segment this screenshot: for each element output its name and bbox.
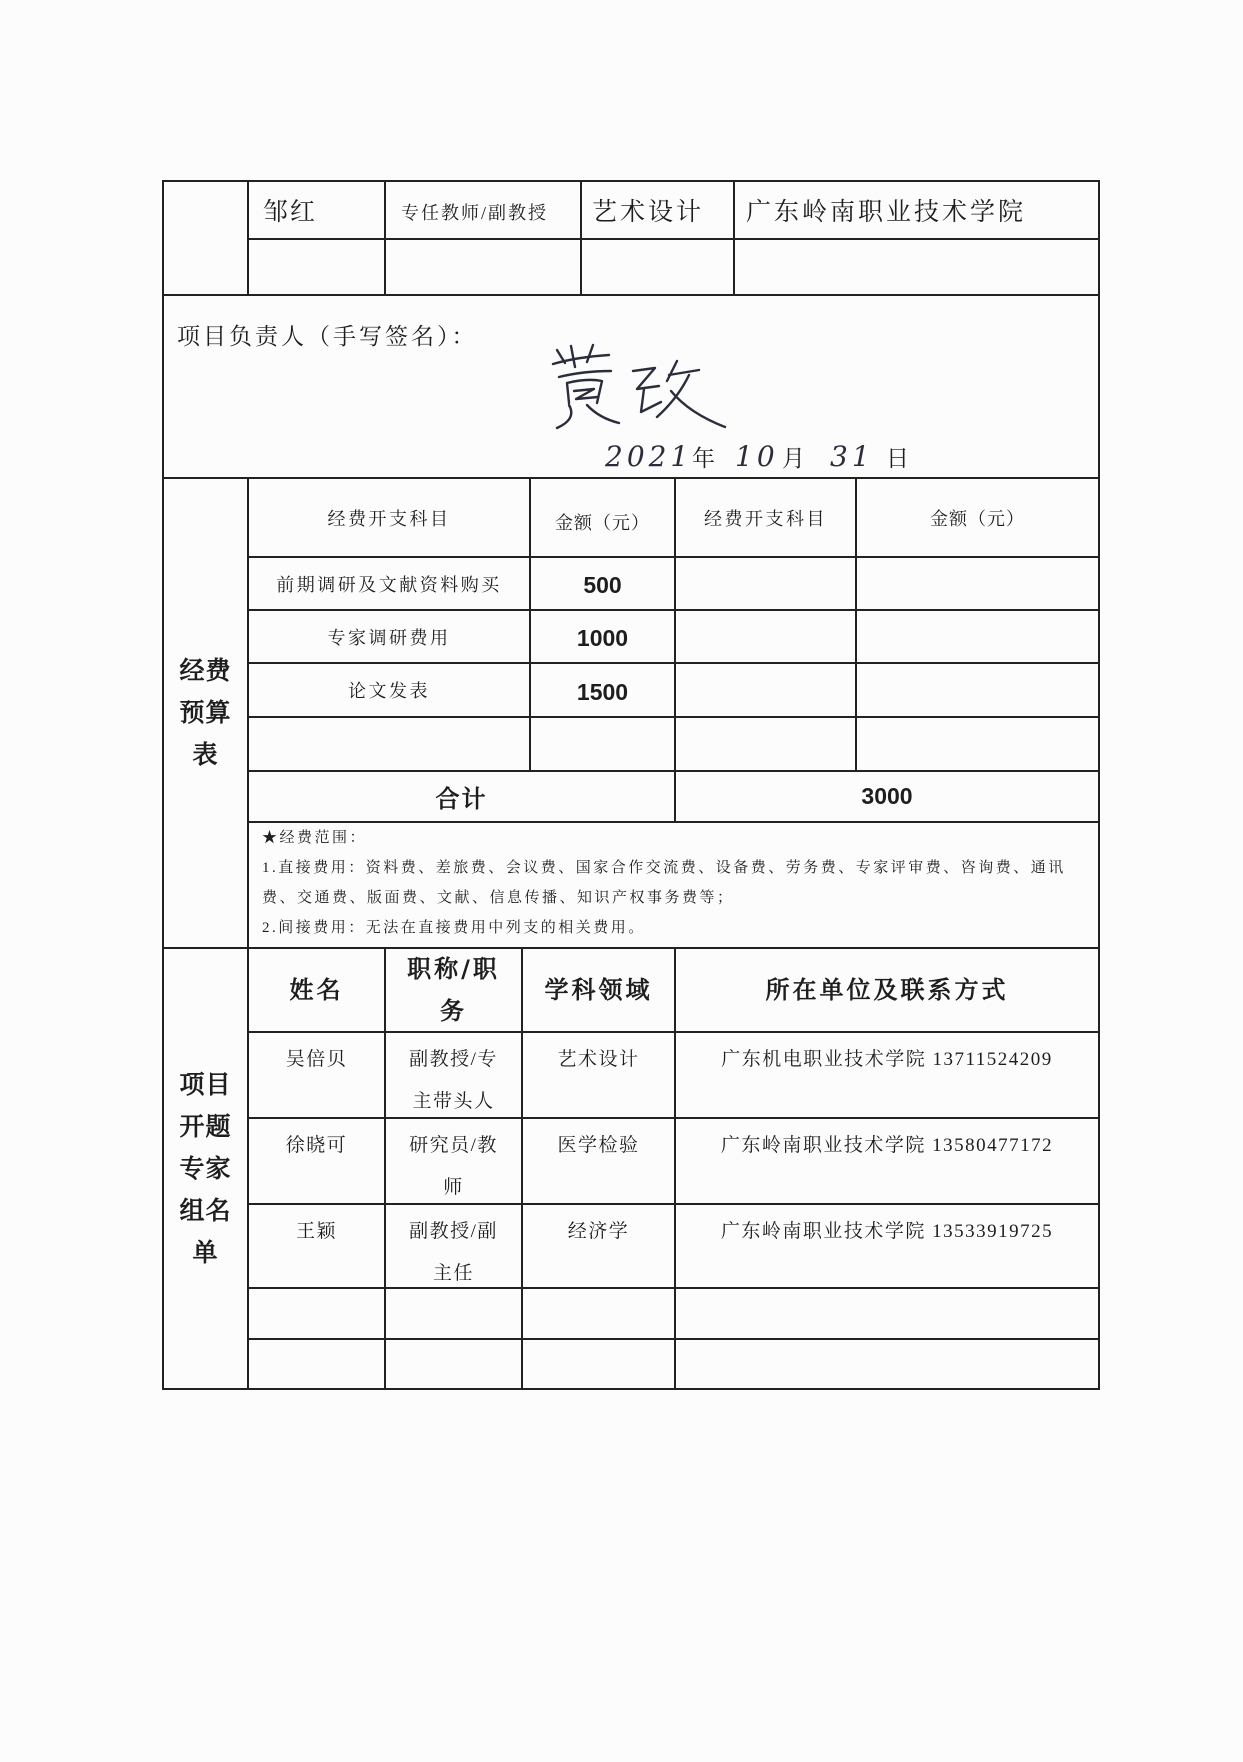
- section-label-line: 开题: [179, 1111, 232, 1141]
- expert-title-line: 副教授/专: [409, 1049, 498, 1070]
- column-header: 姓名: [289, 976, 344, 1004]
- budget-item: 专家调研费用: [327, 627, 451, 648]
- budget-amount: 1500: [576, 678, 629, 705]
- expert-field-cell: [523, 1033, 676, 1119]
- section-label-line: 单: [192, 1237, 219, 1267]
- expert-name-cell: [249, 1119, 386, 1205]
- section-label-line: 预算: [179, 698, 232, 727]
- expert-name: 徐晓可: [285, 1135, 348, 1156]
- notes-line: ★经费范围：: [262, 830, 368, 846]
- expert-title-line: 研究员/教: [409, 1135, 498, 1156]
- empty-cell: [735, 240, 1100, 296]
- expert-field-cell: [523, 1119, 676, 1205]
- expert-title-line: 师: [443, 1177, 464, 1198]
- leader-name: 邹红: [263, 199, 318, 226]
- budget-header-amount: [531, 479, 676, 558]
- total-label: 合计: [435, 785, 488, 813]
- budget-total-cell: [676, 772, 1100, 823]
- expert-unit-cell: [676, 1205, 1100, 1289]
- budget-header-item: [676, 479, 857, 558]
- date-month-unit: 月: [782, 446, 805, 471]
- expert-title-line: 副教授/副: [409, 1221, 498, 1242]
- section-label-line: 专家: [179, 1153, 232, 1183]
- empty-cell: [249, 240, 386, 296]
- notes-line: 2.间接费用：无法在直接费用中列支的相关费用。: [262, 920, 646, 936]
- empty-cell: [249, 1289, 386, 1340]
- empty-cell: [523, 1289, 676, 1340]
- column-header: 经费开支科目: [327, 508, 451, 529]
- budget-section-label: [164, 479, 249, 949]
- budget-header-amount: [857, 479, 1100, 558]
- column-header-line: 职称/职: [407, 955, 500, 983]
- empty-cell: [857, 558, 1100, 611]
- empty-cell: [249, 1340, 386, 1390]
- experts-header-field: [523, 949, 676, 1033]
- expert-field: 经济学: [567, 1221, 630, 1242]
- empty-cell: [249, 718, 531, 772]
- experts-header-unit: [676, 949, 1100, 1033]
- column-header: 金额（元）: [930, 508, 1025, 529]
- total-amount: 3000: [861, 783, 913, 809]
- column-header: 金额（元）: [555, 512, 650, 533]
- expert-name-cell: [249, 1033, 386, 1119]
- leader-title: 专任教师/副教授: [401, 203, 549, 223]
- leader-name-cell: [249, 182, 386, 240]
- date-year-unit: 年: [692, 446, 715, 471]
- empty-cell: [857, 664, 1100, 718]
- empty-cell: [676, 611, 857, 664]
- expert-unit-contact: 广东机电职业技术学院 13711524209: [721, 1049, 1053, 1070]
- empty-cell: [676, 718, 857, 772]
- budget-item-cell: [249, 611, 531, 664]
- empty-cell: [523, 1340, 676, 1390]
- expert-name: 吴倍贝: [285, 1049, 348, 1070]
- budget-amount-cell: [531, 558, 676, 611]
- leader-unit-cell: [735, 182, 1100, 240]
- expert-field: 艺术设计: [557, 1049, 640, 1070]
- expert-title-line: 主带头人: [412, 1091, 495, 1112]
- expert-title-cell: [386, 1205, 523, 1289]
- application-form-table: [162, 180, 1100, 1390]
- column-header: 所在单位及联系方式: [765, 976, 1009, 1004]
- leader-field: 艺术设计: [592, 199, 705, 226]
- leader-field-cell: [582, 182, 735, 240]
- column-header: 经费开支科目: [704, 508, 827, 529]
- expert-title-line: 主任: [432, 1263, 474, 1284]
- empty-cell: [676, 1340, 1100, 1390]
- empty-cell: [531, 718, 676, 772]
- budget-amount-cell: [531, 664, 676, 718]
- budget-item-cell: [249, 558, 531, 611]
- budget-scope-notes: [249, 823, 1100, 949]
- expert-title-cell: [386, 1119, 523, 1205]
- empty-cell: [857, 611, 1100, 664]
- budget-amount-cell: [531, 611, 676, 664]
- experts-section-label: [164, 949, 249, 1390]
- budget-amount: 1000: [576, 625, 629, 651]
- budget-amount: 500: [583, 572, 622, 598]
- empty-cell: [386, 240, 582, 296]
- section-label-line: 表: [192, 740, 219, 769]
- section-label-line: 经费: [179, 656, 232, 685]
- leader-unit: 广东岭南职业技术学院: [746, 199, 1027, 226]
- expert-field: 医学检验: [557, 1135, 640, 1156]
- expert-field-cell: [523, 1205, 676, 1289]
- empty-cell: [676, 558, 857, 611]
- budget-header-item: [249, 479, 531, 558]
- section-label-line: 组名: [179, 1195, 232, 1225]
- empty-cell: [676, 664, 857, 718]
- expert-unit-contact: 广东岭南职业技术学院 13580477172: [720, 1135, 1054, 1156]
- budget-total-label-cell: [249, 772, 676, 823]
- column-header-line: 务: [440, 997, 467, 1025]
- date-day-unit: 日: [886, 446, 909, 471]
- budget-item: 前期调研及文献资料购买: [276, 574, 502, 595]
- expert-unit-contact: 广东岭南职业技术学院 13533919725: [720, 1221, 1054, 1242]
- section-label-line: 项目: [179, 1069, 232, 1099]
- handwritten-signature: [547, 341, 729, 436]
- date-day: 31: [830, 440, 874, 473]
- experts-header-title: [386, 949, 523, 1033]
- experts-header-name: [249, 949, 386, 1033]
- empty-cell: [582, 240, 735, 296]
- budget-item: 论文发表: [348, 681, 430, 701]
- signature-cell: [164, 296, 1100, 479]
- empty-cell: [676, 1289, 1100, 1340]
- notes-line: 费、交通费、版面费、文献、信息传播、知识产权事务费等；: [262, 890, 735, 906]
- expert-name-cell: [249, 1205, 386, 1289]
- expert-unit-cell: [676, 1033, 1100, 1119]
- date-month: 10: [735, 440, 779, 473]
- expert-name: 王颖: [295, 1221, 337, 1242]
- blank-label-cell: [164, 182, 249, 296]
- date-year: 2021: [605, 440, 693, 473]
- signature-label: 项目负责人（手写签名）：: [177, 324, 478, 349]
- empty-cell: [386, 1340, 523, 1390]
- column-header: 学科领域: [544, 976, 653, 1004]
- expert-unit-cell: [676, 1119, 1100, 1205]
- expert-title-cell: [386, 1033, 523, 1119]
- empty-cell: [386, 1289, 523, 1340]
- leader-title-cell: [386, 182, 582, 240]
- budget-item-cell: [249, 664, 531, 718]
- notes-line: 1.直接费用：资料费、差旅费、会议费、国家合作交流费、设备费、劳务费、专家评审费、咨询费、通讯: [262, 860, 1066, 876]
- empty-cell: [857, 718, 1100, 772]
